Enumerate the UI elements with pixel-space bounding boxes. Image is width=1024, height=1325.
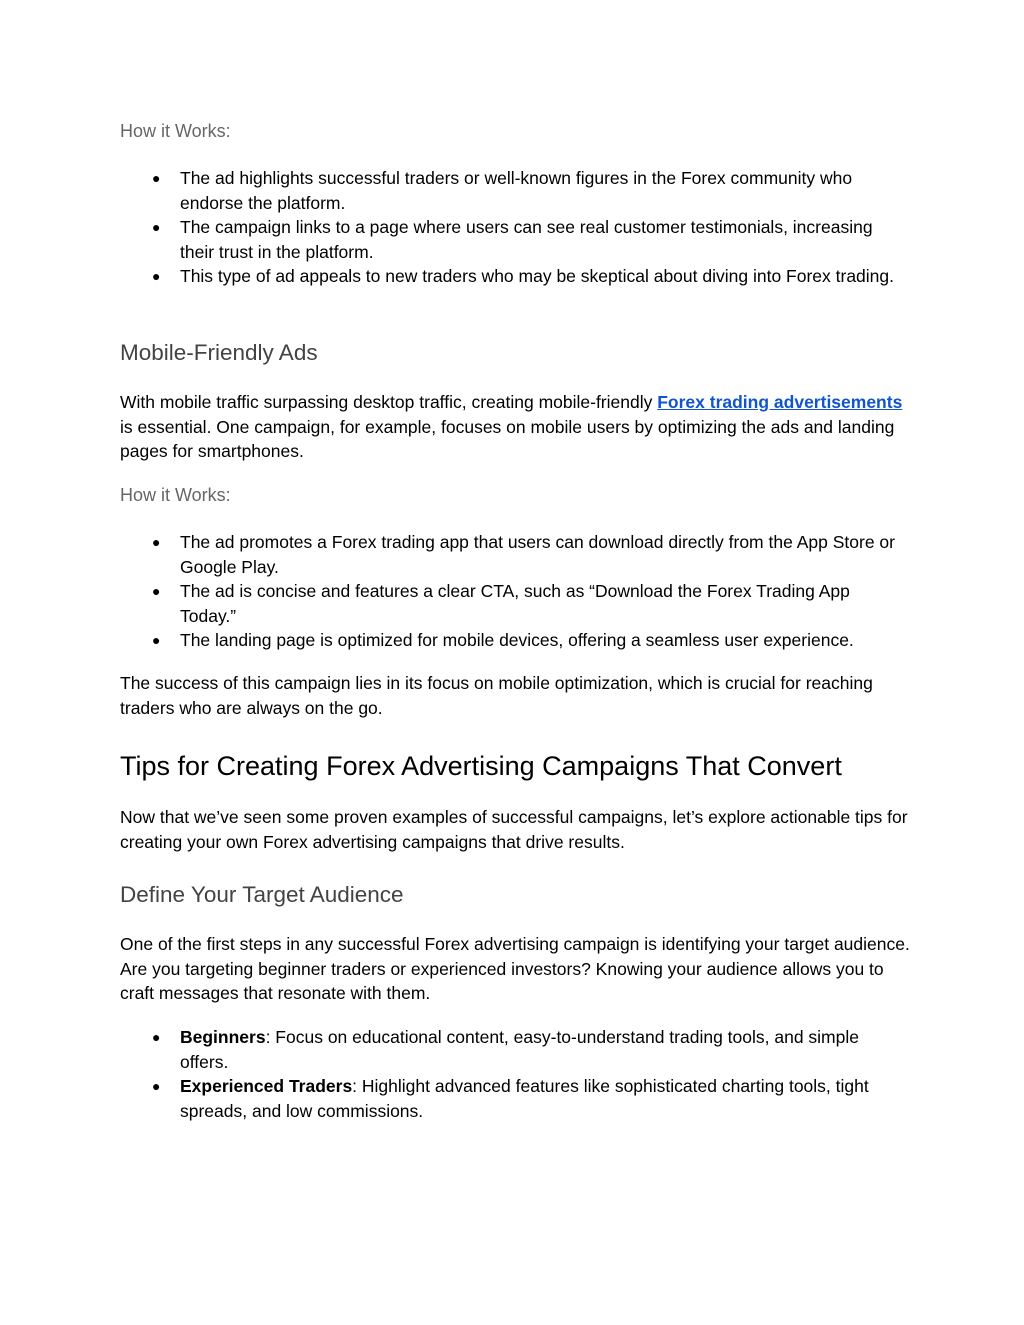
list-item: [120, 1025, 910, 1074]
how-it-works-heading-1: How it Works:: [120, 121, 231, 141]
target-audience-paragraph: One of the first steps in any successful Forex advertising campaign is identifying your target audience. Are you targeting beginner traders or experienced investors? Knowing your audience allows you to craft messages that resonate with them.: [120, 934, 910, 1003]
list-item-text: : Highlight advanced features like sophisticated charting tools, tight spreads, and low commissions.: [180, 1076, 869, 1121]
bullet-icon: ●: [152, 268, 161, 284]
list-item-term: Experienced Traders: [180, 1076, 353, 1096]
list-item: [120, 215, 910, 264]
list-item: [120, 628, 910, 653]
list-item-text: The ad promotes a Forex trading app that users can download directly from the App Store or Google Play.: [180, 532, 895, 577]
how-it-works-list-2: [120, 530, 910, 653]
how-it-works-heading-2: How it Works:: [120, 485, 231, 505]
list-item: [120, 264, 910, 289]
forex-trading-advertisements-link[interactable]: Forex trading advertisements: [657, 392, 903, 412]
bullet-icon: ●: [152, 632, 161, 648]
list-item-term: Beginners: [180, 1027, 266, 1047]
audience-list: [120, 1025, 910, 1123]
list-item-text: The ad is concise and features a clear CTA, such as “Download the Forex Trading App Today.”: [180, 581, 850, 626]
mobile-intro-paragraph: [120, 390, 910, 464]
list-item: [120, 530, 910, 579]
list-item: [120, 166, 910, 215]
list-item: [120, 579, 910, 628]
bullet-icon: ●: [152, 534, 161, 550]
bullet-icon: ●: [152, 1029, 161, 1045]
bullet-icon: ●: [152, 170, 161, 186]
list-item: [120, 1074, 910, 1123]
list-item-text: : Focus on educational content, easy-to-understand trading tools, and simple offers.: [180, 1027, 859, 1072]
tips-intro-paragraph: Now that we’ve seen some proven examples of successful campaigns, let’s explore actionable tips for creating your own Forex advertising campaigns that drive results.: [120, 807, 908, 852]
list-item-text: The campaign links to a page where users can see real customer testimonials, increasing their trust in the platform.: [180, 217, 873, 262]
bullet-icon: ●: [152, 219, 161, 235]
list-item-text: The ad highlights successful traders or well-known figures in the Forex community who endorse the platform.: [180, 168, 853, 213]
tips-heading: Tips for Creating Forex Advertising Campaigns That Convert: [120, 751, 842, 781]
list-item-text: This type of ad appeals to new traders who may be skeptical about diving into Forex trading.: [180, 266, 895, 286]
mobile-friendly-heading: Mobile-Friendly Ads: [120, 340, 318, 365]
bullet-icon: ●: [152, 583, 161, 599]
list-item-text: The landing page is optimized for mobile devices, offering a seamless user experience.: [180, 630, 854, 650]
how-it-works-list-1: [120, 166, 910, 289]
bullet-icon: ●: [152, 1078, 161, 1094]
target-audience-heading: Define Your Target Audience: [120, 882, 404, 907]
text-run: With mobile traffic surpassing desktop traffic, creating mobile-friendly: [120, 392, 658, 412]
mobile-conclusion-paragraph: The success of this campaign lies in its focus on mobile optimization, which is crucial for reaching traders who are always on the go.: [120, 673, 873, 718]
text-run: is essential. One campaign, for example, focuses on mobile users by optimizing the ads and landing pages for smartphones.: [120, 416, 895, 461]
